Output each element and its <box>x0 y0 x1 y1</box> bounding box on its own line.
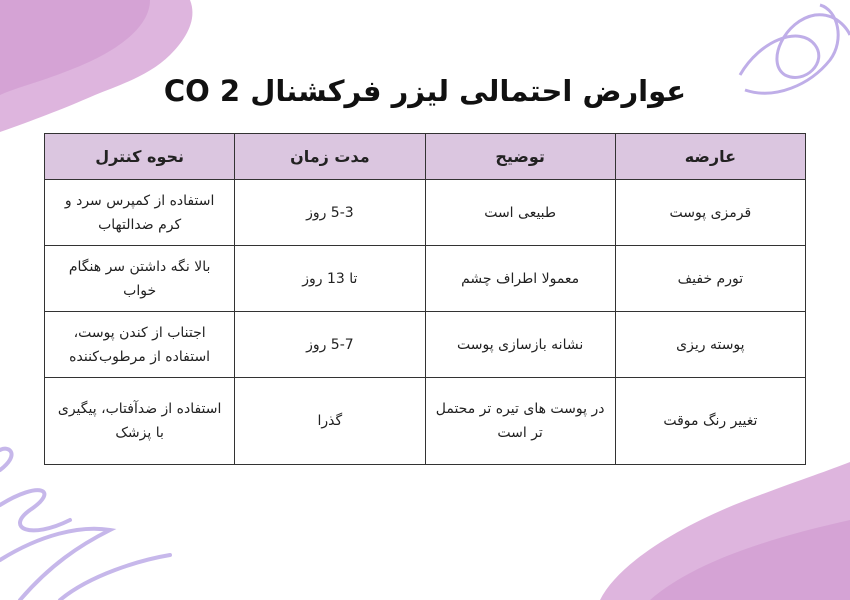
cell-side-effect: تورم خفیف <box>615 246 805 312</box>
cell-side-effect: تغییر رنگ موقت <box>615 378 805 465</box>
cell-description: نشانه بازسازی پوست <box>425 312 615 378</box>
cell-control-method: بالا نگه داشتن سر هنگام خواب <box>45 246 235 312</box>
header-duration: مدت زمان <box>235 134 425 180</box>
table-row <box>45 378 806 465</box>
cell-side-effect: پوسته ریزی <box>615 312 805 378</box>
header-description: توضیح <box>425 134 615 180</box>
header-control-method: نحوه کنترل <box>45 134 235 180</box>
cell-description: در پوست های تیره تر محتمل تر است <box>425 378 615 465</box>
cell-control-method: اجتناب از کندن پوست، استفاده از مرطوب‌کننده <box>45 312 235 378</box>
table-header-row <box>45 134 806 180</box>
cell-duration: 5-7 روز <box>235 312 425 378</box>
lilac-strokes-bottom-left <box>0 449 170 600</box>
cell-duration: گذرا <box>235 378 425 465</box>
table-row <box>45 180 806 246</box>
cell-control-method: استفاده از ضدآفتاب، پیگیری با پزشک <box>45 378 235 465</box>
table-row <box>45 312 806 378</box>
cell-duration: 5-3 روز <box>235 180 425 246</box>
cell-description: طبیعی است <box>425 180 615 246</box>
page-title: عوارض احتمالی لیزر فرکشنال CO 2 <box>163 74 687 108</box>
cell-control-method: استفاده از کمپرس سرد و کرم ضدالتهاب <box>45 180 235 246</box>
table-row <box>45 246 806 312</box>
header-side-effect: عارضه <box>615 134 805 180</box>
cell-description: معمولا اطراف چشم <box>425 246 615 312</box>
cell-duration: تا 13 روز <box>235 246 425 312</box>
cell-side-effect: قرمزی پوست <box>615 180 805 246</box>
side-effects-table <box>44 133 806 465</box>
